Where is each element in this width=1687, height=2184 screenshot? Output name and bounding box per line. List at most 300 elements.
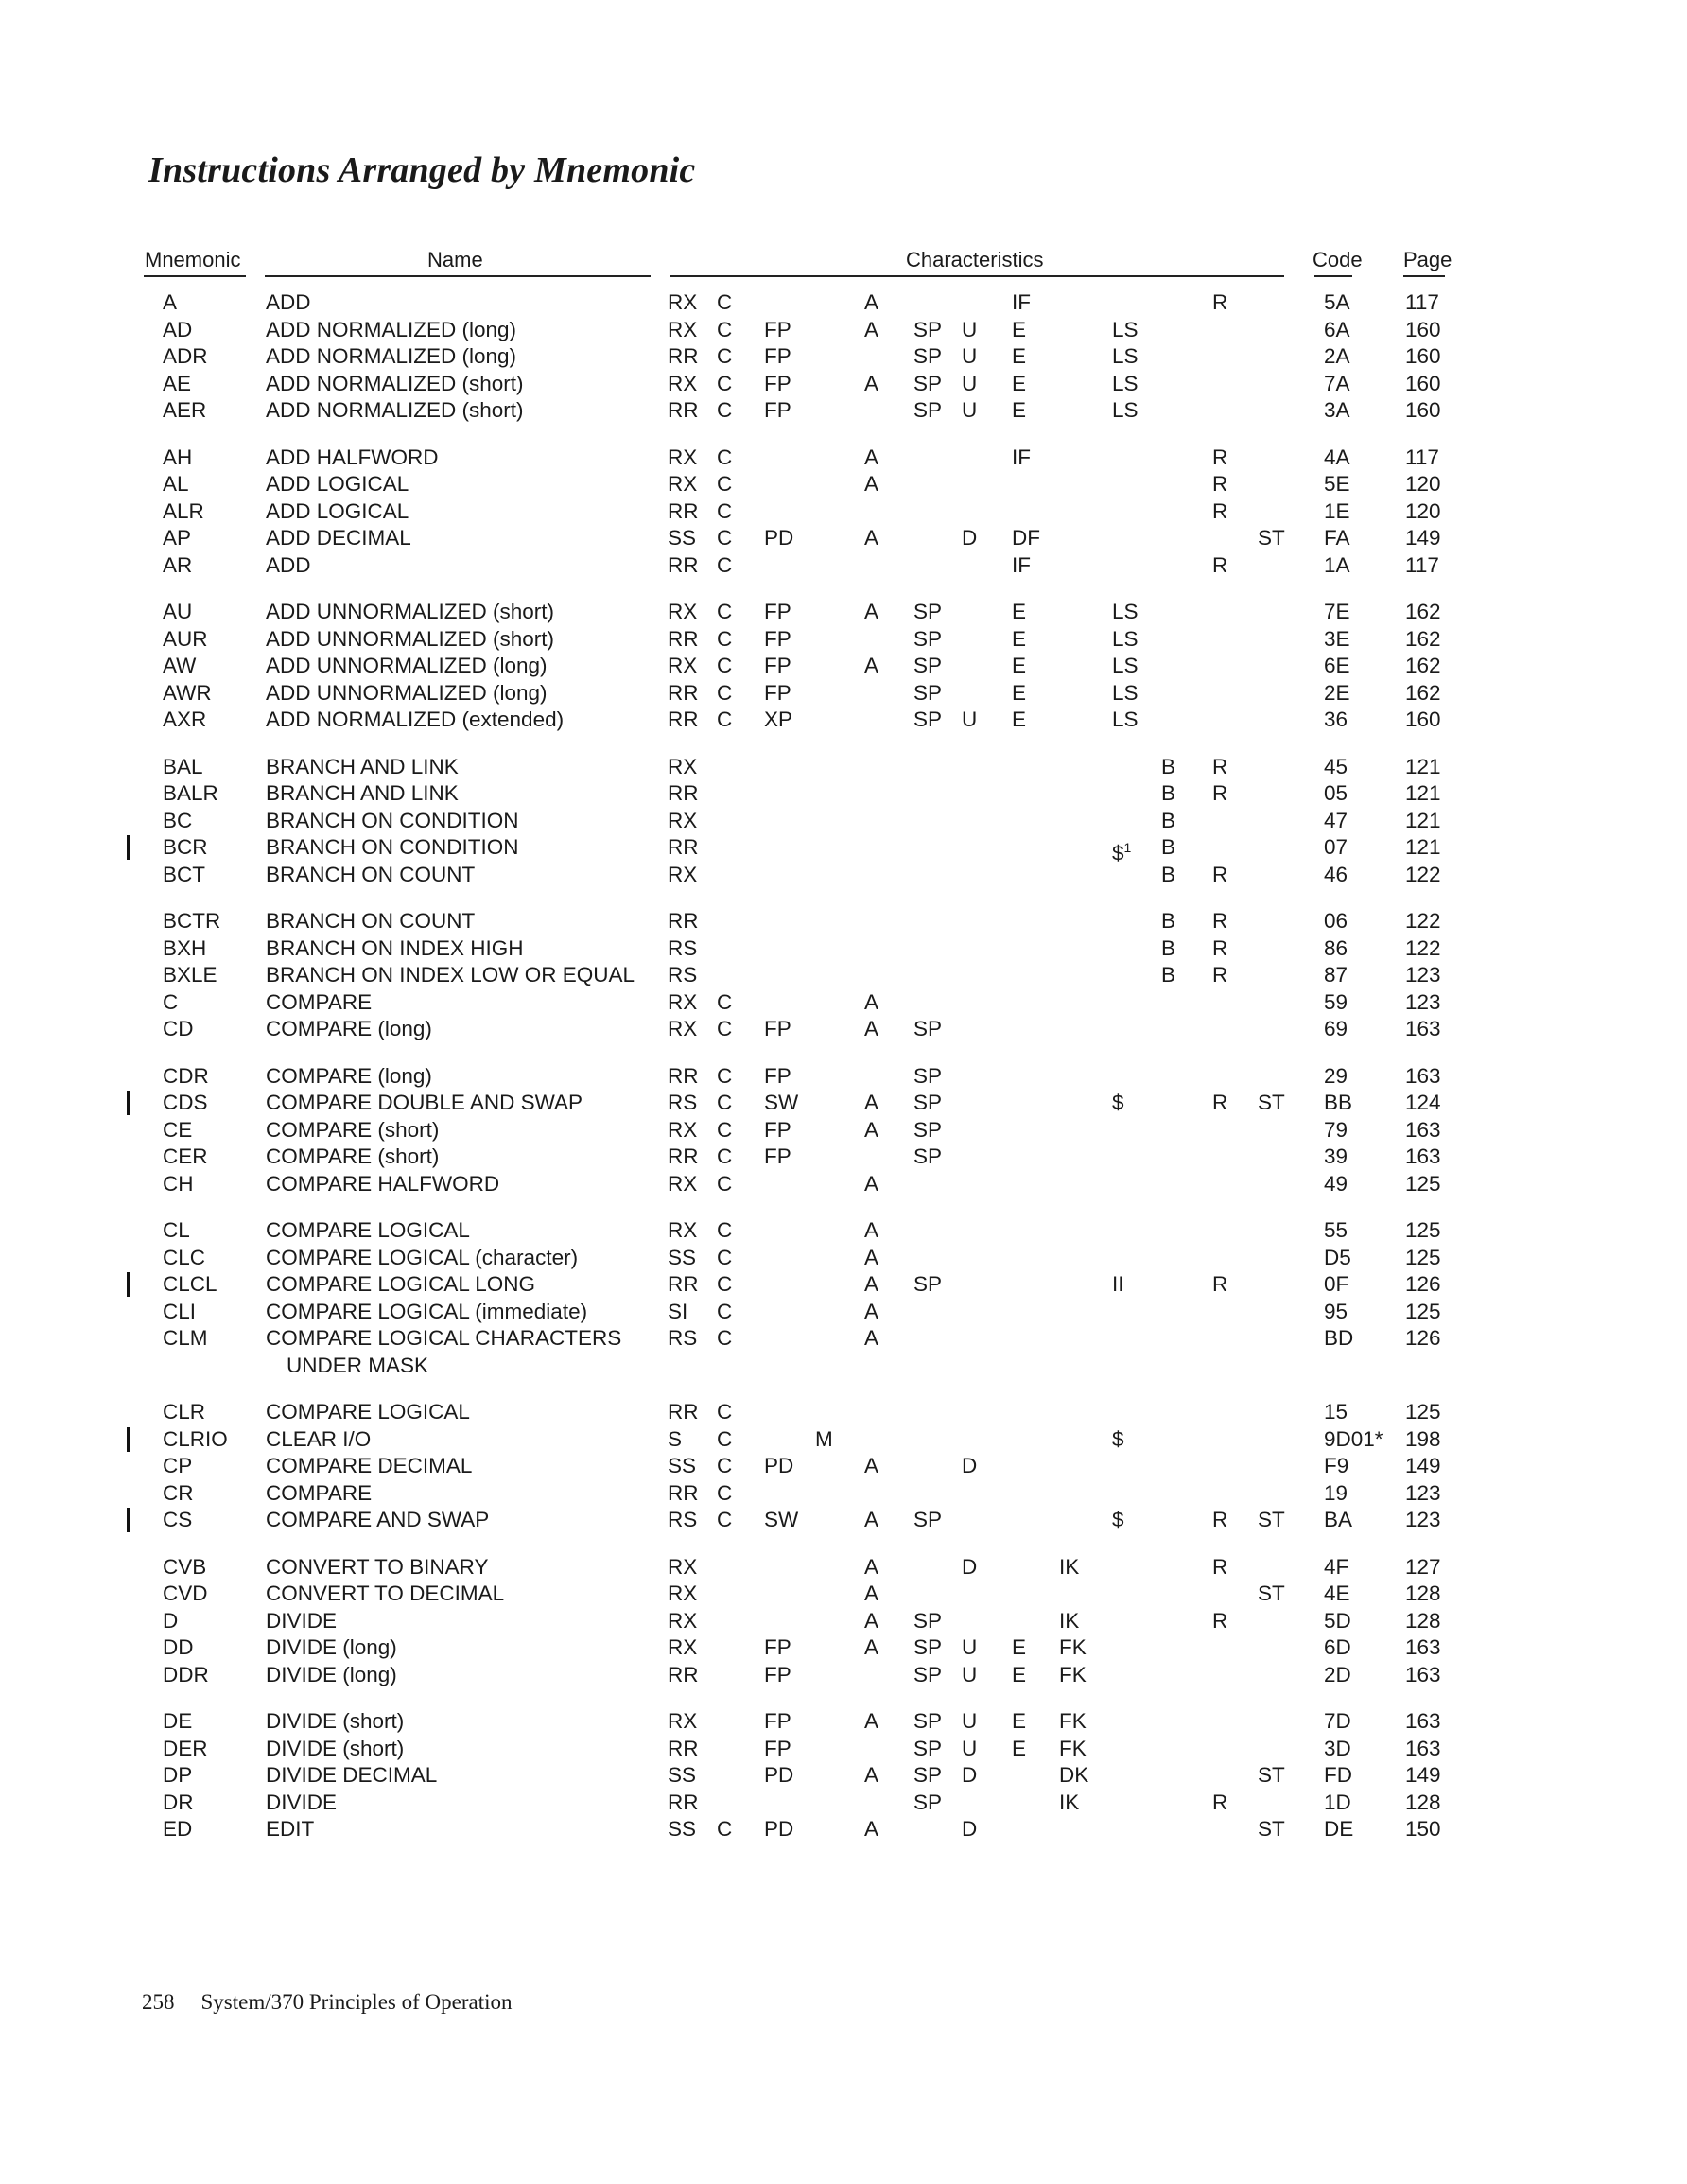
cell-r: R [1212, 290, 1228, 314]
cell-page: 121 [1405, 808, 1441, 832]
cell-specification: SP [913, 1608, 943, 1633]
cell-format: RR [668, 1144, 699, 1168]
cell-page: 163 [1405, 1144, 1441, 1168]
table-row [0, 1170, 1687, 1198]
table-row [0, 779, 1687, 808]
cell-ls: LS [1112, 626, 1139, 651]
cell-page: 125 [1405, 1245, 1441, 1269]
cell-exception-e: E [1012, 708, 1027, 731]
cell-condition-code: C [717, 1063, 733, 1088]
cell-code: BD [1324, 1326, 1354, 1350]
cell-page: 163 [1405, 1063, 1441, 1088]
cell-mnemonic: CR [163, 1480, 194, 1505]
cell-mnemonic: ADR [163, 344, 208, 368]
cell-name: BRANCH ON COUNT [266, 862, 476, 886]
cell-mnemonic: BCT [163, 862, 205, 886]
cell-name: ADD NORMALIZED (extended) [266, 708, 565, 731]
cell-specification: SP [913, 1635, 943, 1659]
cell-store: ST [1258, 1091, 1285, 1114]
table-row [0, 1116, 1687, 1144]
cell-name: EDIT [266, 1817, 315, 1841]
cell-store: ST [1258, 1508, 1285, 1531]
cell-specification: SP [913, 1709, 943, 1733]
cell-mnemonic: BXLE [163, 963, 217, 987]
cell-page: 121 [1405, 754, 1441, 778]
cell-format: RX [668, 445, 698, 469]
cell-code: 7E [1324, 600, 1350, 623]
cell-exception-u: D [962, 1817, 978, 1841]
cell-condition-code: C [717, 344, 733, 368]
cell-r: R [1212, 1554, 1228, 1579]
cell-exception-u: D [962, 1554, 978, 1579]
cell-format: RX [668, 1171, 698, 1196]
cell-condition-code: C [717, 1299, 733, 1323]
cell-feature: FP [764, 1709, 791, 1733]
cell-format: RR [668, 626, 699, 651]
cell-r: R [1212, 552, 1228, 577]
cell-feature: FP [764, 654, 791, 677]
cell-page: 149 [1405, 526, 1441, 550]
table-row [0, 1707, 1687, 1736]
table-row [0, 679, 1687, 708]
cell-ls: LS [1112, 680, 1139, 705]
cell-specification: SP [913, 1272, 943, 1296]
cell-feature: FP [764, 1635, 791, 1659]
cell-page: 149 [1405, 1454, 1441, 1477]
cell-feature: FP [764, 344, 791, 368]
cell-specification: SP [913, 317, 943, 341]
cell-format: RR [668, 344, 699, 368]
cell-format: SS [668, 1454, 697, 1477]
cell-code: 45 [1324, 754, 1348, 778]
cell-page: 120 [1405, 472, 1441, 496]
cell-feature: FP [764, 680, 791, 705]
cell-exception-e: E [1012, 398, 1027, 422]
cell-format: RS [668, 935, 698, 960]
table-row [0, 444, 1687, 472]
cell-name: ADD HALFWORD [266, 445, 439, 469]
cell-access: A [864, 1017, 879, 1040]
cell-mnemonic: ED [163, 1817, 193, 1841]
table-row [0, 706, 1687, 734]
cell-mnemonic: CP [163, 1454, 193, 1477]
cell-mnemonic: DR [163, 1790, 194, 1814]
cell-name: DIVIDE (long) [266, 1635, 397, 1659]
cell-format: S [668, 1426, 683, 1451]
cell-feature: FP [764, 1017, 791, 1040]
cell-mnemonic: A [163, 290, 178, 314]
cell-mnemonic: CD [163, 1017, 194, 1040]
cell-mnemonic: CER [163, 1144, 208, 1168]
cell-divide-exception: IK [1059, 1608, 1080, 1633]
cell-condition-code: C [717, 1400, 733, 1424]
cell-code: 2E [1324, 680, 1350, 705]
cell-specification: SP [913, 708, 943, 731]
cell-page: 163 [1405, 1709, 1441, 1733]
cell-feature: FP [764, 1117, 791, 1142]
cell-exception-e: E [1012, 600, 1027, 623]
revision-bar [127, 1508, 130, 1532]
table-row [0, 861, 1687, 889]
table-row [0, 1607, 1687, 1635]
cell-page: 160 [1405, 317, 1441, 341]
cell-format: RR [668, 781, 699, 805]
cell-exception-u: U [962, 344, 978, 368]
cell-divide-exception: DK [1059, 1763, 1089, 1787]
page-footer [142, 1990, 513, 2015]
cell-mnemonic: AD [163, 317, 193, 341]
cell-branch: B [1161, 781, 1176, 805]
cell-name: COMPARE HALFWORD [266, 1171, 500, 1196]
cell-format: RR [668, 1400, 699, 1424]
cell-code: 07 [1324, 835, 1348, 859]
cell-condition-code: C [717, 371, 733, 395]
cell-access: A [864, 1091, 879, 1114]
table-row [0, 1452, 1687, 1480]
cell-name: ADD NORMALIZED (short) [266, 371, 524, 395]
table-row [0, 498, 1687, 526]
cell-feature: FP [764, 1063, 791, 1088]
cell-name: ADD [266, 552, 311, 577]
revision-bar [127, 1272, 130, 1297]
cell-code: 05 [1324, 781, 1348, 805]
cell-name: ADD LOGICAL [266, 498, 409, 523]
table-row [0, 370, 1687, 398]
cell-name: COMPARE DOUBLE AND SWAP [266, 1091, 583, 1114]
cell-access: A [864, 1817, 879, 1841]
cell-name: COMPARE DECIMAL [266, 1454, 473, 1477]
cell-name: COMPARE (long) [266, 1017, 432, 1040]
cell-condition-code: C [717, 1326, 733, 1350]
cell-mnemonic: AER [163, 398, 207, 422]
cell-ls: II [1112, 1272, 1124, 1296]
cell-format: RX [668, 1017, 698, 1040]
cell-mnemonic: BCTR [163, 909, 221, 933]
cell-name: COMPARE LOGICAL (immediate) [266, 1299, 588, 1323]
cell-format: RX [668, 1117, 698, 1142]
cell-format: RX [668, 1709, 698, 1733]
cell-access: A [864, 290, 879, 314]
cell-exception-e: IF [1012, 445, 1031, 469]
table-row [0, 753, 1687, 781]
cell-feature: FP [764, 398, 791, 422]
cell-r: R [1212, 498, 1228, 523]
cell-name: BRANCH ON INDEX HIGH [266, 935, 524, 960]
cell-mnemonic: BAL [163, 754, 203, 778]
cell-format: RX [668, 1554, 698, 1579]
cell-name: ADD UNNORMALIZED (short) [266, 626, 555, 651]
table-row [0, 1580, 1687, 1608]
cell-access: A [864, 1763, 879, 1787]
cell-r: R [1212, 781, 1228, 805]
cell-name: ADD NORMALIZED (long) [266, 317, 517, 341]
cell-format: RR [668, 1790, 699, 1814]
cell-condition-code: C [717, 680, 733, 705]
cell-name: COMPARE [266, 989, 373, 1014]
cell-mnemonic: CDS [163, 1091, 208, 1114]
cell-name: ADD UNNORMALIZED (long) [266, 680, 548, 705]
cell-name: COMPARE LOGICAL (character) [266, 1245, 579, 1269]
cell-condition-code: C [717, 1480, 733, 1505]
cell-code: FD [1324, 1763, 1352, 1787]
cell-code: 1E [1324, 498, 1350, 523]
cell-mnemonic: AU [163, 600, 193, 623]
cell-access: A [864, 1635, 879, 1659]
cell-code: 0F [1324, 1272, 1349, 1296]
cell-format: RS [668, 1091, 698, 1114]
cell-name: ADD NORMALIZED (long) [266, 344, 517, 368]
cell-specification: SP [913, 1736, 943, 1760]
cell-name: CLEAR I/O [266, 1426, 372, 1451]
cell-code: 36 [1324, 708, 1348, 731]
table-row [0, 1015, 1687, 1043]
cell-page: 160 [1405, 398, 1441, 422]
cell-condition-code: C [717, 1017, 733, 1040]
cell-code: 06 [1324, 909, 1348, 933]
table-row [0, 807, 1687, 835]
cell-condition-code: C [717, 290, 733, 314]
cell-name: COMPARE [266, 1480, 373, 1505]
table-row [0, 1425, 1687, 1454]
cell-name: ADD LOGICAL [266, 472, 409, 496]
cell-format: RX [668, 1581, 698, 1605]
header-page: Page [1403, 248, 1452, 271]
cell-page: 149 [1405, 1763, 1441, 1787]
cell-exception-u: U [962, 317, 978, 341]
cell-code: 55 [1324, 1218, 1348, 1242]
table-row [0, 1298, 1687, 1326]
cell-page: 126 [1405, 1326, 1441, 1350]
cell-page: 125 [1405, 1218, 1441, 1242]
cell-name: COMPARE AND SWAP [266, 1508, 490, 1531]
table-row [0, 1661, 1687, 1689]
cell-access: A [864, 1218, 879, 1242]
cell-code: 2A [1324, 344, 1350, 368]
cell-condition-code: C [717, 1272, 733, 1296]
cell-specification: SP [913, 600, 943, 623]
cell-access: A [864, 1554, 879, 1579]
cell-branch: B [1161, 963, 1176, 987]
table-row [0, 598, 1687, 626]
cell-specification: SP [913, 1091, 943, 1114]
cell-page: 128 [1405, 1790, 1441, 1814]
cell-store: ST [1258, 1581, 1285, 1605]
cell-page: 162 [1405, 680, 1441, 705]
table-row [0, 396, 1687, 425]
table-row [0, 316, 1687, 344]
cell-condition-code: C [717, 626, 733, 651]
cell-specification: SP [913, 398, 943, 422]
cell-code: 6E [1324, 654, 1350, 677]
cell-divide-exception: FK [1059, 1709, 1087, 1733]
table-row [0, 625, 1687, 654]
cell-name: COMPARE LOGICAL [266, 1400, 470, 1424]
cell-r: R [1212, 1508, 1228, 1531]
table-row [0, 1815, 1687, 1843]
cell-mnemonic: CS [163, 1508, 193, 1531]
cell-page: 128 [1405, 1608, 1441, 1633]
cell-store: ST [1258, 1763, 1285, 1787]
header-code: Code [1313, 248, 1363, 271]
footer-publication: System/370 Principles of Operation [200, 1990, 513, 2014]
cell-feature: FP [764, 1736, 791, 1760]
cell-condition-code: C [717, 1245, 733, 1269]
cell-code: 4F [1324, 1554, 1349, 1579]
cell-code: 39 [1324, 1144, 1348, 1168]
cell-page: 122 [1405, 862, 1441, 886]
cell-specification: SP [913, 1017, 943, 1040]
cell-access: A [864, 317, 879, 341]
cell-code: BA [1324, 1508, 1353, 1531]
cell-specification: SP [913, 344, 943, 368]
cell-ls: LS [1112, 317, 1139, 341]
cell-r: R [1212, 472, 1228, 496]
cell-ls: LS [1112, 371, 1139, 395]
cell-format: RX [668, 862, 698, 886]
cell-specification: SP [913, 1144, 943, 1168]
cell-divide-exception: IK [1059, 1554, 1080, 1579]
cell-mnemonic: DD [163, 1635, 194, 1659]
cell-feature: FP [764, 1144, 791, 1168]
cell-page: 125 [1405, 1299, 1441, 1323]
cell-access: A [864, 472, 879, 496]
cell-r: R [1212, 1091, 1228, 1114]
cell-feature: SW [764, 1508, 799, 1531]
cell-mnemonic: CH [163, 1171, 194, 1196]
cell-condition-code: C [717, 317, 733, 341]
cell-access: A [864, 1171, 879, 1196]
cell-name: ADD DECIMAL [266, 526, 411, 550]
cell-exception-e: E [1012, 1635, 1027, 1659]
cell-format: RR [668, 498, 699, 523]
cell-format: RS [668, 1326, 698, 1350]
cell-exception-u: D [962, 1763, 978, 1787]
cell-mnemonic: AP [163, 526, 192, 550]
cell-exception-e: E [1012, 654, 1027, 677]
header-mnemonic: Mnemonic [145, 248, 241, 271]
cell-exception-u: U [962, 1662, 978, 1686]
table-row [0, 1270, 1687, 1299]
cell-code: 5E [1324, 472, 1350, 496]
cell-ls: LS [1112, 654, 1139, 677]
table-row [0, 551, 1687, 580]
cell-code: 46 [1324, 862, 1348, 886]
cell-condition-code: C [717, 1171, 733, 1196]
cell-name: COMPARE (short) [266, 1117, 440, 1142]
header-name: Name [427, 248, 483, 271]
cell-mnemonic: BC [163, 808, 193, 832]
cell-exception-e: E [1012, 344, 1027, 368]
cell-mnemonic: AE [163, 371, 192, 395]
cell-mnemonic: BALR [163, 781, 218, 805]
cell-ls: LS [1112, 600, 1139, 623]
cell-code: 59 [1324, 989, 1348, 1014]
table-row [0, 1089, 1687, 1117]
cell-condition-code: C [717, 1454, 733, 1477]
cell-branch: B [1161, 909, 1176, 933]
cell-code: F9 [1324, 1454, 1349, 1477]
cell-mnemonic: AR [163, 552, 193, 577]
table-row [0, 652, 1687, 680]
cell-condition-code: C [717, 1508, 733, 1531]
cell-condition-code: C [717, 1144, 733, 1168]
cell-specification: SP [913, 1063, 943, 1088]
cell-ls: LS [1112, 708, 1139, 731]
cell-format: RR [668, 909, 699, 933]
cell-access: A [864, 1581, 879, 1605]
cell-mnemonic: DDR [163, 1662, 209, 1686]
cell-condition-code: C [717, 1091, 733, 1114]
cell-name: DIVIDE [266, 1790, 338, 1814]
cell-format: RX [668, 1635, 698, 1659]
cell-format: RX [668, 472, 698, 496]
cell-feature: FP [764, 600, 791, 623]
cell-access: A [864, 1454, 879, 1477]
cell-format: RX [668, 290, 698, 314]
cell-page: 120 [1405, 498, 1441, 523]
cell-code: 3A [1324, 398, 1350, 422]
cell-ls: $ [1112, 1508, 1124, 1531]
cell-page: 163 [1405, 1662, 1441, 1686]
cell-format: SS [668, 1763, 697, 1787]
cell-name: ADD [266, 290, 311, 314]
cell-format: SS [668, 526, 697, 550]
cell-code: 2D [1324, 1662, 1351, 1686]
cell-ls: LS [1112, 398, 1139, 422]
cell-code: 7A [1324, 371, 1350, 395]
cell-code: 3E [1324, 626, 1350, 651]
cell-page: 124 [1405, 1091, 1441, 1114]
cell-page: 160 [1405, 708, 1441, 731]
cell-feature: PD [764, 526, 794, 550]
footer-page-number: 258 [142, 1990, 175, 2014]
cell-mnemonic: CLCL [163, 1272, 217, 1296]
cell-divide-exception: FK [1059, 1662, 1087, 1686]
cell-mnemonic: CE [163, 1117, 193, 1142]
cell-page: 126 [1405, 1272, 1441, 1296]
cell-code: BB [1324, 1091, 1353, 1114]
cell-code: 9D01* [1324, 1426, 1383, 1451]
cell-name: DIVIDE [266, 1608, 338, 1633]
cell-page: 121 [1405, 835, 1441, 859]
cell-page: 117 [1405, 290, 1439, 314]
cell-code: 79 [1324, 1117, 1348, 1142]
cell-mnemonic: CVB [163, 1554, 207, 1579]
cell-name: COMPARE LOGICAL CHARACTERS [266, 1326, 622, 1350]
cell-format: RR [668, 1480, 699, 1505]
cell-code: 69 [1324, 1017, 1348, 1040]
cell-divide-exception: IK [1059, 1790, 1080, 1814]
cell-name: COMPARE (short) [266, 1144, 440, 1168]
cell-format: RR [668, 1272, 699, 1296]
cell-name-continued: UNDER MASK [287, 1353, 429, 1377]
cell-page: 162 [1405, 600, 1441, 623]
cell-code: 5A [1324, 290, 1350, 314]
cell-access: A [864, 654, 879, 677]
cell-feature: XP [764, 708, 793, 731]
cell-exception-u: U [962, 371, 978, 395]
table-row [0, 1553, 1687, 1581]
cell-code: 47 [1324, 808, 1348, 832]
cell-r: R [1212, 754, 1228, 778]
cell-mnemonic: CLC [163, 1245, 206, 1269]
table-row [0, 1506, 1687, 1534]
cell-access: A [864, 989, 879, 1014]
cell-access: A [864, 1117, 879, 1142]
cell-mnemonic: AH [163, 445, 193, 469]
cell-code: 3D [1324, 1736, 1351, 1760]
cell-code: 1D [1324, 1790, 1351, 1814]
